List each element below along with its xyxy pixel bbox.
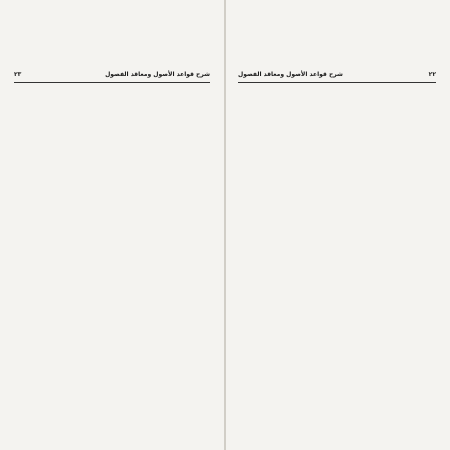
left-page-line [14, 407, 210, 410]
left-page-line [14, 132, 210, 143]
right-page-line [238, 363, 436, 374]
left-page-line [14, 143, 210, 154]
right-page-line [238, 176, 436, 187]
left-page-line [14, 176, 210, 187]
left-page-line [14, 220, 210, 231]
left-page-line [14, 286, 210, 297]
right-page-line [238, 154, 436, 165]
left-page-line [14, 297, 210, 308]
left-page-line [14, 264, 210, 275]
right-page-line [238, 242, 436, 253]
right-page-line [238, 99, 436, 110]
right-running-head [238, 70, 436, 83]
right-page-line [238, 352, 436, 363]
left-page-line [14, 396, 210, 407]
left-page-line [14, 198, 210, 209]
right-page-line [238, 253, 436, 264]
right-page-line [238, 88, 436, 99]
right-page-number: ٢٢ [428, 71, 436, 78]
right-running-title: شرح قواعد الأصول ومعاقد الفصول [238, 71, 343, 78]
right-page-line [238, 121, 436, 132]
right-page-line [238, 143, 436, 154]
left-page-line [14, 374, 210, 385]
left-page-line [14, 209, 210, 220]
left-page-line [14, 121, 210, 132]
left-page [0, 0, 222, 450]
left-page-line [14, 165, 210, 176]
right-page-line [238, 132, 436, 143]
left-page-line [14, 242, 210, 253]
left-page-body [14, 88, 210, 410]
left-page-line [14, 385, 210, 396]
right-page-line [238, 220, 436, 231]
right-page-line [238, 110, 436, 121]
right-page-line [238, 297, 436, 308]
right-page-line [238, 385, 436, 396]
right-page-line [238, 264, 436, 275]
left-page-line [14, 253, 210, 264]
right-page-line [238, 187, 436, 198]
left-page-number: ٢٣ [14, 71, 22, 78]
right-page-line [238, 407, 436, 410]
right-page-line [238, 341, 436, 352]
right-page-line [238, 275, 436, 286]
left-page-line [14, 352, 210, 363]
left-running-head [14, 70, 210, 83]
left-page-line [14, 88, 210, 99]
right-page-body [238, 88, 436, 410]
right-page-line [238, 330, 436, 341]
right-page [226, 0, 448, 450]
left-page-line [14, 308, 210, 319]
right-page-line [238, 231, 436, 242]
right-page-line [238, 209, 436, 220]
left-page-line [14, 154, 210, 165]
left-page-line [14, 319, 210, 330]
left-page-line [14, 231, 210, 242]
right-page-line [238, 319, 436, 330]
left-page-line [14, 275, 210, 286]
right-page-line [238, 396, 436, 407]
left-page-line [14, 363, 210, 374]
right-page-line [238, 308, 436, 319]
right-page-line [238, 165, 436, 176]
left-page-line [14, 99, 210, 110]
left-running-title: شرح قواعد الأصول ومعاقد الفصول [105, 71, 210, 78]
left-page-line [14, 341, 210, 352]
left-page-line [14, 187, 210, 198]
left-page-line [14, 110, 210, 121]
left-page-line [14, 330, 210, 341]
right-page-line [238, 286, 436, 297]
right-page-line [238, 374, 436, 385]
right-page-line [238, 198, 436, 209]
